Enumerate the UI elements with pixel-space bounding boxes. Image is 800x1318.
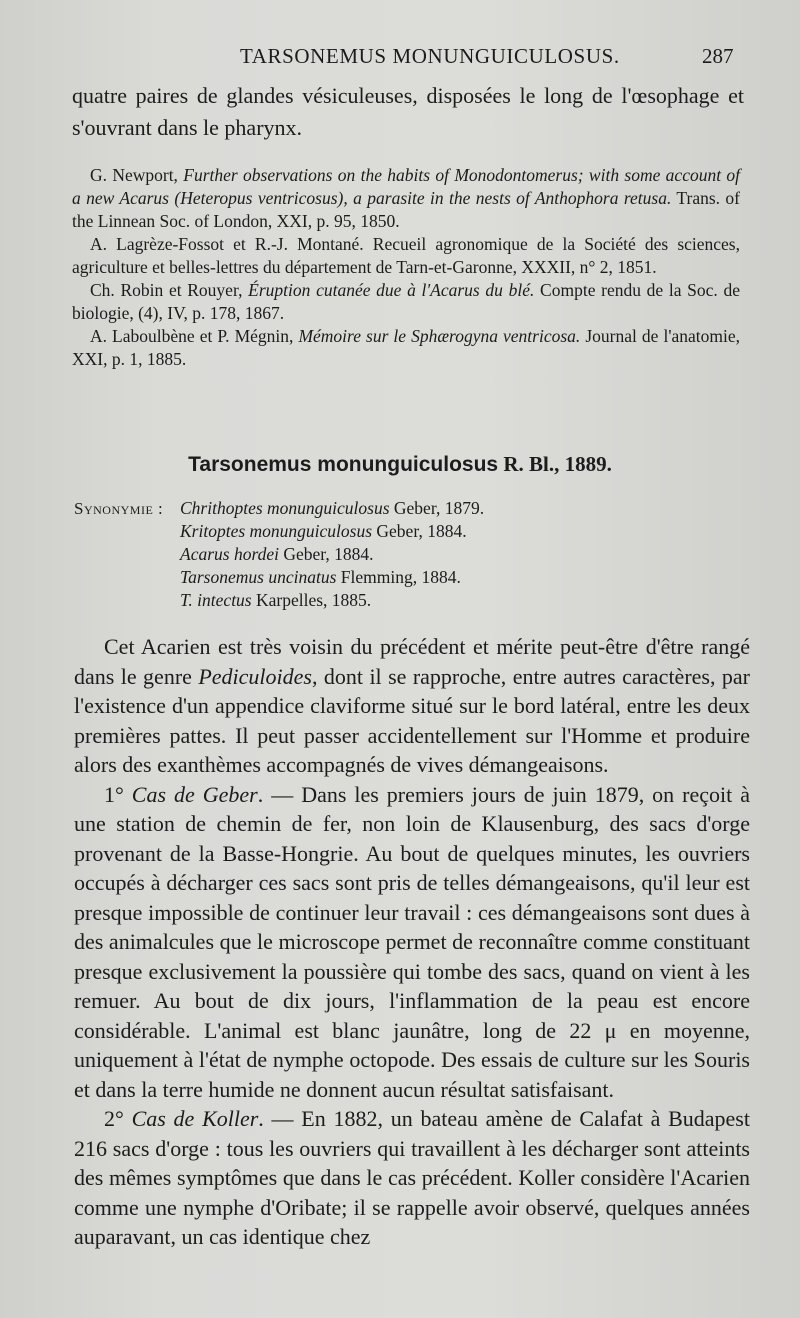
synonym-entry [180, 520, 484, 543]
synonym-name: Kritoptes monunguiculosus [180, 521, 373, 541]
reference-details: Trans. of the Linnean Soc. of London, XXI, p. 95, 1850. [72, 188, 740, 231]
reference-entry [72, 279, 740, 325]
case-title: Cas de Koller [131, 1106, 259, 1131]
synonym-name: T. intectus [180, 590, 252, 610]
text-run: , dont il se rapproche, entre autres caractères, par l'existence d'un appendice claviforme situé sur le bord latéral, entre les deux premières pattes. Il peut passer accidentellement sur l'Homme et produire alors des exanthèmes accompagnés de vives démangeaisons. [74, 663, 750, 777]
case-number: 1° [104, 781, 132, 807]
synonym-entry [180, 566, 484, 589]
running-title: TARSONEMUS MONUNGUICULOSUS. [240, 44, 620, 68]
reference-entry [72, 233, 740, 279]
case-number: 2° [104, 1106, 132, 1131]
synonym-entry [180, 497, 484, 520]
reference-author: A. Lagrèze-Fossot et R.-J. Montané. [90, 234, 364, 254]
synonymy-list [180, 497, 484, 612]
synonymy-label: Synonymie : [74, 499, 164, 518]
reference-author: G. Newport, [90, 165, 178, 185]
synonym-name: Acarus hordei [180, 544, 279, 564]
reference-details: Journal de l'anatomie, XXI, p. 1, 1885. [72, 326, 740, 369]
species-name: Tarsonemus monunguiculosus [188, 453, 499, 476]
paragraph-case-koller [74, 1104, 750, 1252]
reference-entry [72, 325, 740, 371]
synonym-citation: Geber, 1884. [283, 544, 374, 564]
reference-author: A. Laboulbène et P. Mégnin, [90, 326, 294, 346]
genus-name: Pediculoides [198, 663, 312, 689]
page-number: 287 [702, 44, 734, 68]
synonym-name: Chrithoptes monunguiculosus [180, 498, 390, 518]
reference-title: Éruption cutanée due à l'Acarus du blé. [248, 280, 535, 300]
reference-details: Compte rendu de la Soc. de biologie, (4), IV, p. 178, 1867. [72, 280, 741, 323]
paragraph-case-geber [74, 780, 750, 1105]
species-authority: R. Bl., 1889. [503, 452, 612, 476]
reference-entry [72, 164, 740, 233]
synonym-citation: Flemming, 1884. [340, 567, 461, 587]
reference-author: Ch. Robin et Rouyer, [90, 280, 243, 300]
paragraph-description [74, 632, 750, 780]
text-run: . — Dans les premiers jours de juin 1879, on reçoit à une station de chemin de fer, non loin de Klausenburg, des sacs d'orge provenant de la Basse-Hongrie. Au bout de quelques minutes, les ouvriers occupés à décharger ces sacs sont pris de telles démangeaisons, qu'il leur est presque impossible de continuer leur travail : ces démangeaisons sont dues à des animalcules que le microscope permet de reconnaître comme constituant presque exclusivement la poussière qui tombe des sacs, quand on vient à les remuer. Au bout de dix jours, l'inflammation de la peau est encore considérable. L'animal est blanc jaunâtre, long de 22 μ en moyenne, uniquement à l'état de nymphe octopode. Des essais de culture sur les Souris et dans la terre humide ne donnent aucun résultat satisfaisant. [74, 781, 750, 1102]
intro-paragraph: quatre paires de glandes vésiculeuses, disposées le long de l'œsophage et s'ouvrant dans le pharynx. [72, 83, 744, 140]
body-text [74, 632, 750, 1252]
reference-title: Mémoire sur le Sphærogyna ventricosa. [298, 326, 581, 346]
synonym-name: Tarsonemus uncinatus [180, 567, 337, 587]
text-run: Cet Acarien est très voisin du précédent et mérite peut-être d'être rangé dans le genre [74, 634, 750, 689]
section-heading [0, 452, 800, 477]
synonym-citation: Karpelles, 1885. [256, 590, 372, 610]
reference-details: Recueil agronomique de la Société des sciences, agriculture et belles-lettres du département de Tarn-et-Garonne, XXXII, n° 2, 1851. [72, 234, 740, 277]
bibliography [72, 164, 740, 371]
synonym-entry [180, 589, 484, 612]
case-title: Cas de Geber [131, 781, 258, 807]
synonym-citation: Geber, 1879. [393, 498, 485, 518]
page-header [0, 44, 800, 74]
synonym-citation: Geber, 1884. [376, 521, 467, 541]
synonym-entry [180, 543, 484, 566]
text-run: . — En 1882, un bateau amène de Calafat à Budapest 216 sacs d'orge : tous les ouvriers qui travaillent à les décharger sont atteints des mêmes symptômes que dans le cas précédent. Koller considère l'Acarien comme une nymphe d'Oribate; il se rappelle avoir observé, quelques années auparavant, un cas identique chez [74, 1106, 750, 1249]
reference-title: Further observations on the habits of Monodontomerus; with some account of a new Acarus (Heteropus ventricosus), a parasite in the nests of Anthophora retusa. [72, 165, 740, 208]
